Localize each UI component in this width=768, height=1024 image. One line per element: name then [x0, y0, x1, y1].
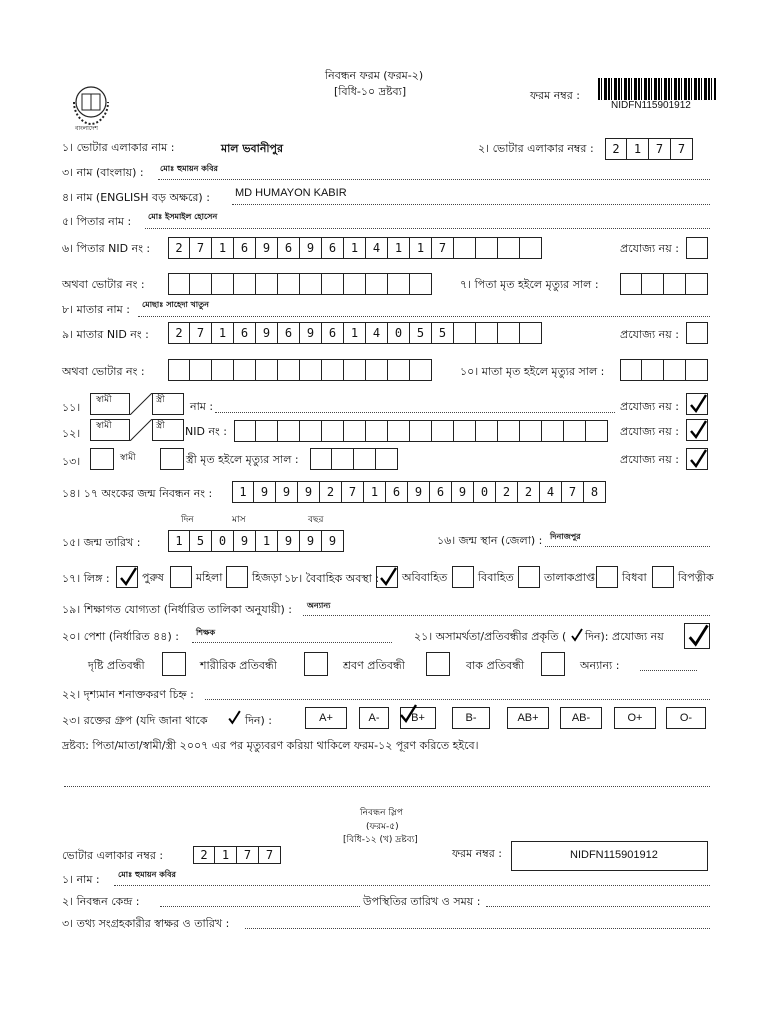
digit-cell[interactable] [300, 420, 322, 442]
slip-presence-line [486, 906, 710, 907]
marital-option-1-label: বিবাহিত [478, 571, 514, 584]
digit-cell[interactable]: 8 [584, 481, 606, 503]
form-subtitle: [বিধি-১০ দ্রষ্টব্য] [334, 85, 407, 98]
digit-cell[interactable] [498, 420, 520, 442]
husband-label-12: স্বামী [96, 421, 112, 431]
gender-option-0-checkbox[interactable] [116, 566, 138, 588]
digit-cell[interactable] [642, 359, 664, 381]
dob-label: ১৫। জন্ম তারিখ : [62, 536, 141, 549]
digit-cell[interactable] [664, 273, 686, 295]
digit-cell[interactable]: 9 [256, 322, 278, 344]
dob-year-label: বছর [308, 515, 324, 525]
occupation-line [192, 642, 392, 643]
digit-cell[interactable]: 0 [212, 530, 234, 552]
marital-option-4-checkbox[interactable] [652, 566, 674, 588]
digit-cell[interactable]: 7 [562, 481, 584, 503]
digit-cell[interactable]: 1 [388, 237, 410, 259]
digit-cell[interactable]: 7 [342, 481, 364, 503]
mother-nid-na-label: প্রযোজ্য নয় : [620, 328, 679, 341]
slip-sign-line [245, 928, 710, 929]
digit-cell[interactable] [454, 322, 476, 344]
digit-cell[interactable]: 9 [256, 237, 278, 259]
check-icon [378, 566, 398, 588]
blood-group-2[interactable]: B+ [400, 707, 436, 729]
spouse-death-na-checkbox[interactable] [686, 448, 708, 470]
blood-group-label: ২৩। রক্তের গ্রুপ (যদি জানা থাকে [62, 714, 208, 727]
father-nid-na-checkbox[interactable] [686, 237, 708, 259]
digit-cell[interactable]: 1 [212, 237, 234, 259]
check-icon [571, 628, 583, 642]
digit-cell[interactable]: 1 [232, 481, 254, 503]
mother-nid-label: ৯। মাতার NID নং : [62, 328, 149, 341]
identification-mark-line [205, 699, 710, 700]
name-english-value: MD HUMAYON KABIR [235, 187, 347, 199]
spouse-death-na-label: প্রযোজ্য নয় : [620, 453, 679, 466]
gender-option-0-label: পুরুষ [142, 571, 164, 584]
voter-area-number-label: ২। ভোটার এলাকার নম্বর : [478, 142, 594, 155]
mother-nid-boxes[interactable] [168, 322, 542, 344]
blood-group-label-tail: দিন) : [245, 714, 272, 727]
dob-month-label: মাস [232, 515, 246, 525]
spouse-name-na-label: প্রযোজ্য নয় : [620, 400, 679, 413]
check-icon [688, 393, 708, 415]
slip-subtitle-1: (ফরম-৫) [366, 822, 399, 832]
check-icon [688, 419, 708, 441]
digit-cell[interactable]: 9 [452, 481, 474, 503]
check-icon [118, 566, 138, 588]
disability-other-label: অন্যান্য : [580, 659, 620, 672]
father-name-line [145, 228, 710, 229]
digit-cell[interactable]: 6 [322, 237, 344, 259]
digit-cell[interactable]: 2 [193, 846, 215, 864]
digit-cell[interactable] [332, 448, 354, 470]
disability-na-checkbox[interactable] [684, 623, 710, 649]
digit-cell[interactable] [410, 273, 432, 295]
blood-group-4[interactable]: AB+ [507, 707, 549, 729]
digit-cell[interactable]: 9 [254, 481, 276, 503]
name-english-line [232, 204, 710, 205]
digit-cell[interactable] [190, 359, 212, 381]
name-bangla-label: ৩। নাম (বাংলায়) : [62, 166, 144, 179]
disability-label: ২১। অসামর্থতা/প্রতিবন্ধীর প্রকৃতি ( [414, 630, 567, 643]
form-number-label: ফরম নম্বর : [530, 89, 580, 102]
digit-cell[interactable]: 5 [432, 322, 454, 344]
husband-box-13[interactable] [90, 448, 114, 470]
disability-option-0-checkbox[interactable] [162, 652, 186, 676]
digit-cell[interactable] [256, 359, 278, 381]
digit-cell[interactable] [620, 359, 642, 381]
digit-cell[interactable]: 5 [410, 322, 432, 344]
digit-cell[interactable] [388, 420, 410, 442]
wife-box-13[interactable] [160, 448, 184, 470]
occupation-value: শিক্ষক [196, 628, 216, 637]
gender-option-2-checkbox[interactable] [226, 566, 248, 588]
digit-cell[interactable]: 6 [430, 481, 452, 503]
mother-voter-no-boxes[interactable] [168, 359, 432, 381]
digit-cell[interactable]: 6 [322, 322, 344, 344]
father-death-year-boxes[interactable] [620, 273, 708, 295]
slip-presence-label: উপস্থিতির তারিখ ও সময় : [363, 895, 481, 908]
father-voter-no-boxes[interactable] [168, 273, 432, 295]
spouse-name-label: নাম : [190, 400, 214, 413]
education-value: অন্যান্য [307, 601, 331, 610]
check-icon [398, 703, 418, 729]
father-name-label: ৫। পিতার নাম : [62, 215, 132, 228]
marital-option-2-label: তালাকপ্রাপ্ত [544, 571, 595, 584]
digit-cell[interactable]: 0 [388, 322, 410, 344]
digit-cell[interactable]: 1 [344, 237, 366, 259]
digit-cell[interactable] [366, 273, 388, 295]
wife-label-11: স্ত্রী [156, 395, 165, 405]
blood-group-6[interactable]: O+ [614, 707, 656, 729]
digit-cell[interactable] [310, 448, 332, 470]
digit-cell[interactable] [322, 359, 344, 381]
digit-cell[interactable] [190, 273, 212, 295]
slip-name-label: ১। নাম : [62, 873, 100, 886]
form-number: NIDFN115901912 [611, 100, 691, 111]
digit-cell[interactable]: 1 [344, 322, 366, 344]
spouse-death-number: ১৩। [62, 455, 81, 468]
husband-label-11: স্বামী [96, 395, 112, 405]
digit-cell[interactable]: 9 [300, 237, 322, 259]
digit-cell[interactable] [432, 420, 454, 442]
digit-cell[interactable] [520, 420, 542, 442]
spouse-name-number: ১১। [62, 401, 81, 414]
digit-cell[interactable]: 6 [234, 237, 256, 259]
disability-label-tail: দিন): প্রযোজ্য নয় [585, 630, 664, 643]
digit-cell[interactable]: 2 [168, 322, 190, 344]
digit-cell[interactable]: 1 [168, 530, 190, 552]
mother-voter-no-label: অথবা ভোটার নং : [62, 365, 145, 378]
gender-option-1-label: মহিলা [196, 571, 223, 584]
check-icon [688, 448, 708, 470]
digit-cell[interactable] [454, 420, 476, 442]
education-line [303, 615, 710, 616]
digit-cell[interactable] [686, 359, 708, 381]
slip-form-number-label: ফরম নম্বর : [452, 847, 502, 860]
name-bangla-value: মোঃ হুমায়ন কবির [160, 164, 218, 173]
digit-cell[interactable] [410, 420, 432, 442]
spouse-nid-na-checkbox[interactable] [686, 419, 708, 441]
digit-cell[interactable] [454, 237, 476, 259]
check-icon [228, 710, 241, 725]
digit-cell[interactable] [322, 273, 344, 295]
digit-cell[interactable]: 9 [408, 481, 430, 503]
digit-cell[interactable]: 2 [518, 481, 540, 503]
digit-cell[interactable] [322, 420, 344, 442]
disability-option-2-checkbox[interactable] [426, 652, 450, 676]
digit-cell[interactable] [300, 273, 322, 295]
digit-cell[interactable] [278, 420, 300, 442]
barcode [598, 78, 716, 100]
slip-subtitle-2: [বিধি-১২ (খ) দ্রষ্টব্য] [343, 835, 418, 845]
birth-place-line [545, 546, 710, 547]
spouse-death-year-label: স্ত্রী মৃত হইলে মৃত্যুর সাল : [186, 453, 299, 466]
digit-cell[interactable] [376, 448, 398, 470]
disability-option-2-label: শ্রবণ প্রতিবন্ধী [343, 659, 405, 672]
digit-cell[interactable]: 4 [366, 322, 388, 344]
marital-option-0-checkbox[interactable] [376, 566, 398, 588]
mother-name-value: মোছাঃ সাহেদা খাতুন [142, 300, 209, 309]
digit-cell[interactable]: 9 [322, 530, 344, 552]
digit-cell[interactable] [498, 322, 520, 344]
digit-cell[interactable] [212, 359, 234, 381]
note-text: দ্রষ্টব্য: পিতা/মাতা/স্বামী/স্ত্রী ২০০৭ এর পর মৃত্যুবরণ করিয়া থাকিলে ফরম-১২ পূরণ করিতে হইবে। [62, 739, 479, 752]
mother-nid-na-checkbox[interactable] [686, 322, 708, 344]
mother-death-year-label: ১০। মাতা মৃত হইলে মৃত্যুর সাল : [460, 365, 605, 378]
slip-title: নিবন্ধন স্লিপ [360, 808, 403, 818]
blood-group-3[interactable]: B- [452, 707, 490, 729]
marital-option-0-label: অবিবাহিত [402, 571, 448, 584]
name-bangla-line [158, 179, 710, 180]
emblem-caption: বাংলাদেশ [75, 125, 98, 132]
digit-cell[interactable] [234, 273, 256, 295]
note-line [64, 786, 710, 787]
digit-cell[interactable] [686, 273, 708, 295]
digit-cell[interactable] [388, 273, 410, 295]
digit-cell[interactable]: 2 [168, 237, 190, 259]
slip-area-number-label: ভোটার এলাকার নম্বর : [62, 849, 164, 862]
digit-cell[interactable]: 1 [256, 530, 278, 552]
digit-cell[interactable]: 7 [190, 237, 212, 259]
digit-cell[interactable]: 6 [234, 322, 256, 344]
digit-cell[interactable] [344, 359, 366, 381]
form-title: নিবন্ধন ফরম (ফরম-২) [325, 69, 424, 82]
blood-group-7[interactable]: O- [666, 707, 706, 729]
digit-cell[interactable] [344, 273, 366, 295]
digit-cell[interactable]: 1 [364, 481, 386, 503]
slip-center-line [160, 906, 360, 907]
birth-place-label: ১৬। জন্ম স্থান (জেলা) : [437, 534, 543, 547]
disability-option-1-label: শারীরিক প্রতিবন্ধী [200, 659, 277, 672]
digit-cell[interactable] [642, 273, 664, 295]
digit-cell[interactable] [300, 359, 322, 381]
birth-reg-label: ১৪। ১৭ অংকের জন্ম নিবন্ধন নং : [62, 487, 213, 500]
voter-area-name-value: মাল ভবানীপুর [221, 142, 284, 155]
digit-cell[interactable] [664, 359, 686, 381]
digit-cell[interactable] [278, 273, 300, 295]
father-nid-na-label: প্রযোজ্য নয় : [620, 242, 679, 255]
mother-name-label: ৮। মাতার নাম : [62, 303, 130, 316]
digit-cell[interactable] [564, 420, 586, 442]
digit-cell[interactable]: 1 [212, 322, 234, 344]
digit-cell[interactable] [586, 420, 608, 442]
digit-cell[interactable]: 9 [278, 530, 300, 552]
digit-cell[interactable]: 1 [410, 237, 432, 259]
gender-option-2-label: হিজড়া [252, 571, 282, 584]
digit-cell[interactable] [168, 273, 190, 295]
digit-cell[interactable] [212, 273, 234, 295]
digit-cell[interactable] [234, 359, 256, 381]
identification-mark-label: ২২। দৃশ্যমান শনাক্তকরণ চিহ্ন : [62, 688, 194, 701]
marital-status-label: ১৮। বৈবাহিক অবস্থা : [284, 572, 380, 585]
slip-name-value: মোঃ হুমায়ন কবির [118, 870, 176, 879]
father-name-value: মোঃ ইসমাইল হোসেন [148, 212, 218, 221]
digit-cell[interactable] [476, 322, 498, 344]
voter-area-name-label: ১। ভোটার এলাকার নাম : [62, 141, 175, 154]
birth-reg-boxes[interactable] [232, 481, 606, 503]
gender-label: ১৭। লিঙ্গ : [62, 572, 110, 585]
digit-cell[interactable] [344, 420, 366, 442]
digit-cell[interactable] [620, 273, 642, 295]
digit-cell[interactable] [256, 420, 278, 442]
blood-group-5[interactable]: AB- [560, 707, 602, 729]
spouse-nid-na-label: প্রযোজ্য নয় : [620, 425, 679, 438]
digit-cell[interactable]: 7 [649, 138, 671, 160]
digit-cell[interactable] [354, 448, 376, 470]
digit-cell[interactable]: 9 [298, 481, 320, 503]
digit-cell[interactable]: 7 [671, 138, 693, 160]
education-label: ১৯। শিক্ষাগত যোগ্যতা (নির্ধারিত তালিকা অনুযায়ী) : [62, 603, 292, 616]
digit-cell[interactable]: 4 [366, 237, 388, 259]
digit-cell[interactable]: 9 [300, 322, 322, 344]
digit-cell[interactable]: 4 [540, 481, 562, 503]
spouse-nid-label: NID নং : [185, 425, 227, 438]
digit-cell[interactable] [278, 359, 300, 381]
disability-option-3-label: বাক প্রতিবন্ধী [466, 659, 525, 672]
digit-cell[interactable]: 9 [300, 530, 322, 552]
spouse-nid-number: ১২। [62, 427, 81, 440]
digit-cell[interactable]: 2 [605, 138, 627, 160]
digit-cell[interactable] [256, 273, 278, 295]
slip-area-number-boxes[interactable] [193, 846, 281, 864]
digit-cell[interactable]: 5 [190, 530, 212, 552]
birth-place-value: দিনাজপুর [550, 532, 581, 541]
digit-cell[interactable]: 1 [627, 138, 649, 160]
digit-cell[interactable] [476, 420, 498, 442]
digit-cell[interactable]: 9 [234, 530, 256, 552]
marital-option-3-checkbox[interactable] [596, 566, 618, 588]
name-english-label: ৪। নাম (ENGLISH বড় অক্ষরে) : [62, 191, 210, 204]
marital-option-1-checkbox[interactable] [452, 566, 474, 588]
disability-option-0-label: দৃষ্টি প্রতিবন্ধী [88, 659, 145, 672]
dob-day-label: দিন [181, 515, 194, 525]
father-death-year-label: ৭। পিতা মৃত হইলে মৃত্যুর সাল : [460, 278, 599, 291]
slip-form-number: NIDFN115901912 [570, 849, 658, 861]
father-nid-boxes[interactable] [168, 237, 542, 259]
digit-cell[interactable] [520, 237, 542, 259]
marital-option-3-label: বিধবা [622, 571, 647, 584]
digit-cell[interactable]: 9 [276, 481, 298, 503]
disability-option-1-checkbox[interactable] [304, 652, 328, 676]
dob-boxes[interactable] [168, 530, 344, 552]
digit-cell[interactable] [366, 420, 388, 442]
check-icon [686, 623, 710, 649]
voter-area-number-boxes[interactable] [605, 138, 693, 160]
gender-option-1-checkbox[interactable] [170, 566, 192, 588]
occupation-label: ২০। পেশা (নির্ধারিত ৪৪) : [62, 630, 179, 643]
digit-cell[interactable] [520, 322, 542, 344]
slip-name-line [114, 885, 710, 886]
wife-label-12: স্ত্রী [156, 421, 165, 431]
digit-cell[interactable] [476, 237, 498, 259]
digit-cell[interactable]: 1 [215, 846, 237, 864]
husband-label-13: স্বামী [120, 453, 136, 463]
digit-cell[interactable]: 6 [386, 481, 408, 503]
slash-divider-11 [130, 393, 152, 415]
spouse-name-line [215, 412, 615, 413]
slash-divider-12 [130, 419, 152, 441]
digit-cell[interactable]: 6 [278, 322, 300, 344]
slip-center-label: ২। নিবন্ধন কেন্দ্র : [62, 895, 140, 908]
digit-cell[interactable] [168, 359, 190, 381]
marital-option-2-checkbox[interactable] [518, 566, 540, 588]
blood-group-1[interactable]: A- [359, 707, 389, 729]
blood-group-0[interactable]: A+ [305, 707, 347, 729]
father-nid-label: ৬। পিতার NID নং : [62, 242, 151, 255]
disability-option-3-checkbox[interactable] [541, 652, 565, 676]
slip-sign-label: ৩। তথ্য সংগ্রহকারীর স্বাক্ষর ও তারিখ : [62, 917, 230, 930]
digit-cell[interactable]: 2 [320, 481, 342, 503]
disability-other-line [640, 670, 697, 671]
digit-cell[interactable] [366, 359, 388, 381]
digit-cell[interactable]: 7 [432, 237, 454, 259]
digit-cell[interactable]: 7 [190, 322, 212, 344]
digit-cell[interactable]: 2 [496, 481, 518, 503]
digit-cell[interactable] [498, 237, 520, 259]
digit-cell[interactable] [410, 359, 432, 381]
digit-cell[interactable]: 7 [259, 846, 281, 864]
mother-death-year-boxes[interactable] [620, 359, 708, 381]
digit-cell[interactable]: 0 [474, 481, 496, 503]
spouse-nid-boxes[interactable] [234, 420, 608, 442]
spouse-name-na-checkbox[interactable] [686, 393, 708, 415]
mother-name-line [138, 316, 710, 317]
digit-cell[interactable] [388, 359, 410, 381]
digit-cell[interactable]: 6 [278, 237, 300, 259]
digit-cell[interactable]: 7 [237, 846, 259, 864]
digit-cell[interactable] [542, 420, 564, 442]
spouse-death-year-boxes[interactable] [310, 448, 398, 470]
marital-option-4-label: বিপত্নীক [678, 571, 714, 584]
father-voter-no-label: অথবা ভোটার নং : [62, 278, 145, 291]
digit-cell[interactable] [234, 420, 256, 442]
